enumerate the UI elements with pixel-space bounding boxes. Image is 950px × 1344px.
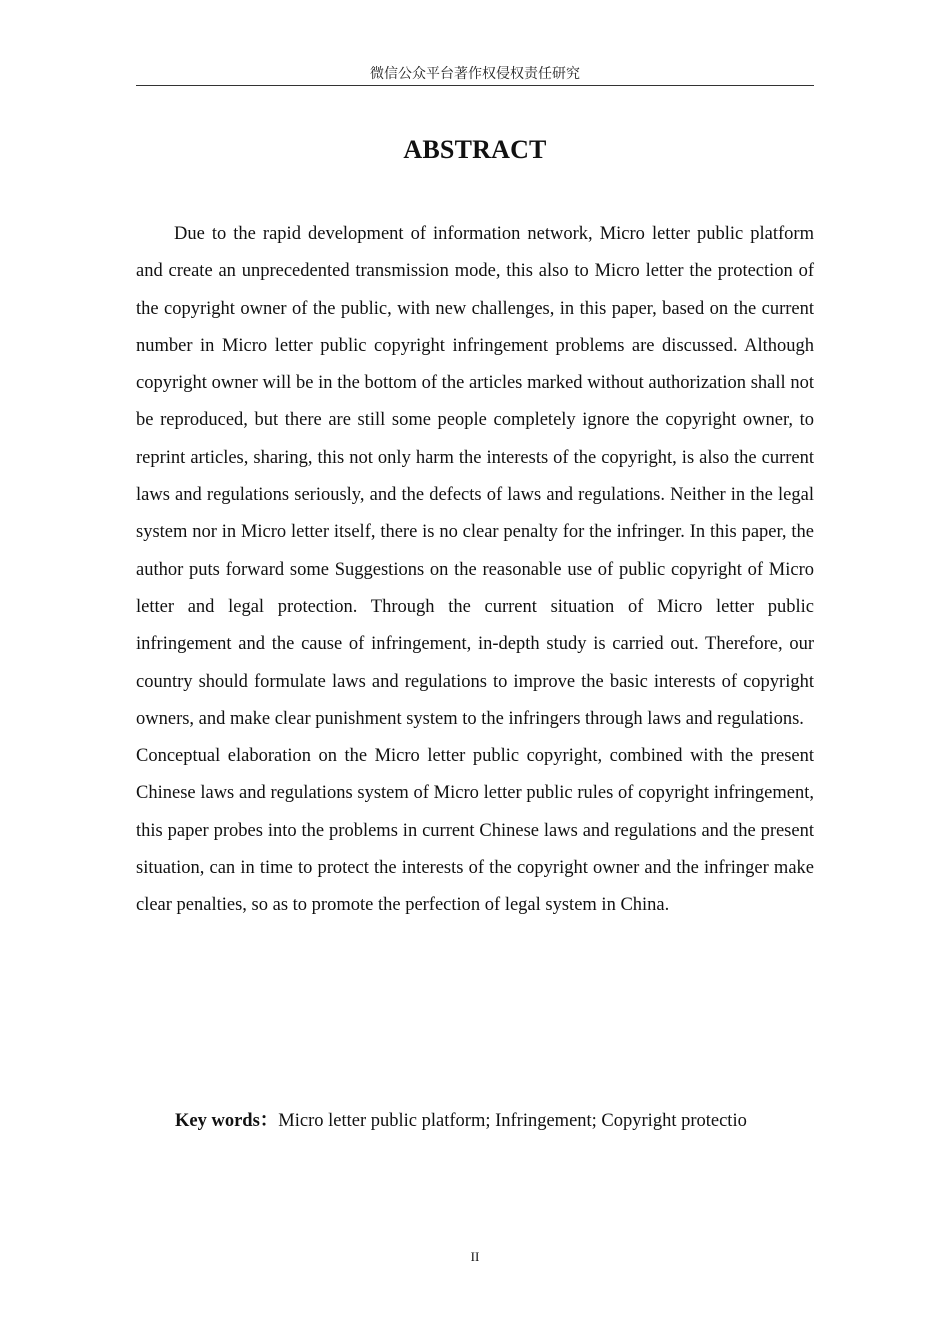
keywords-label: Key words：: [175, 1111, 279, 1131]
abstract-body: [136, 216, 814, 925]
keywords-text: Micro letter public platform; Infringement; Copyright protectio: [278, 1111, 747, 1131]
running-header: [136, 63, 814, 86]
abstract-title: ABSTRACT: [403, 135, 547, 164]
abstract-paragraph-1: Due to the rapid development of information network, Micro letter public platform and create an unprecedented transmission mode, this also to Micro letter the protection of the copyright owner of the public, with new challenges, in this paper, based on the current number in Micro letter public copyright infringement problems are discussed. Although copyright owner will be in the bottom of the articles marked without authorization shall not be reproduced, but there are still some people completely ignore the copyright owner, to reprint articles, sharing, this not only harm the interests of the copyright, is also the current laws and regulations seriously, and the defects of laws and regulations. Neither in the legal system nor in Micro letter itself, there is no clear penalty for the infringer. In this paper, the author puts forward some Suggestions on the reasonable use of public copyright of Micro letter and legal protection. Through the current situation of Micro letter public infringement and the cause of infringement, in-depth study is carried out. Therefore, our country should formulate laws and regulations to improve the basic interests of copyright owners, and make clear punishment system to the infringers through laws and regulations.: [136, 224, 814, 729]
keywords-line: [175, 1106, 815, 1136]
page-number: II: [470, 1249, 480, 1264]
running-header-title: 微信公众平台著作权侵权责任研究: [370, 66, 580, 82]
abstract-paragraph-2: Conceptual elaboration on the Micro letter public copyright, combined with the present Chinese laws and regulations system of Micro letter public rules of copyright infringement, this paper probes into the problems in current Chinese laws and regulations and the present situation, can in time to protect the interests of the copyright owner and the infringer make clear penalties, so as to promote the perfection of legal system in China.: [136, 746, 814, 916]
